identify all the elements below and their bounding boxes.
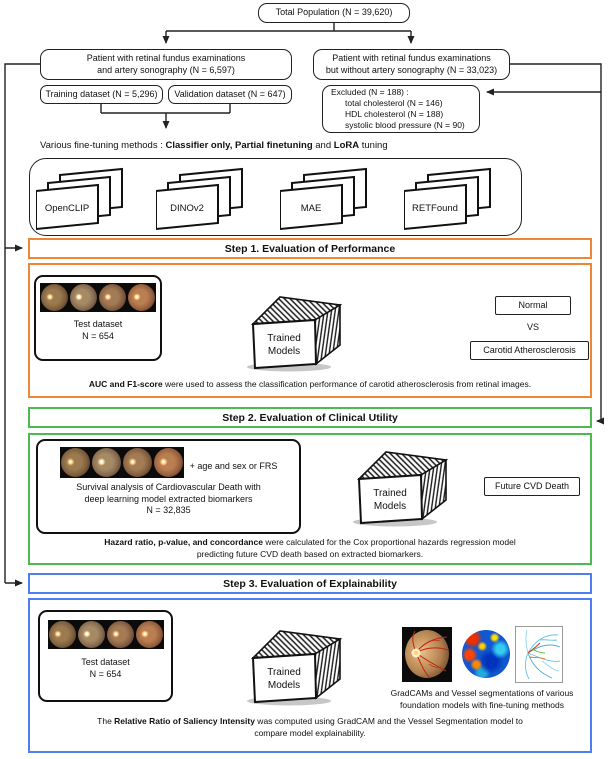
survival-analysis-count: N = 32,835 bbox=[146, 505, 191, 516]
step3-caption-line2: compare model explainability. bbox=[254, 727, 366, 738]
step3-outputs-caption bbox=[372, 688, 592, 712]
model-label: RETFound bbox=[412, 203, 458, 214]
survival-analysis-line2: deep learning model extracted biomarkers bbox=[84, 493, 253, 504]
finetuning-prefix: Various fine-tuning methods : bbox=[40, 140, 166, 151]
step1-caption-bold: AUC and F1-score bbox=[88, 379, 163, 389]
vessel-segmentation-image bbox=[516, 627, 562, 682]
trained-models-label: Models bbox=[267, 346, 301, 357]
excluded-item: HDL cholesterol (N = 188) bbox=[345, 109, 444, 119]
total-population-box bbox=[258, 3, 410, 23]
validation-dataset-box bbox=[168, 85, 292, 104]
total-population-label: Total Population (N = 39,620) bbox=[275, 7, 393, 18]
test-dataset-count: N = 654 bbox=[89, 669, 122, 680]
step2-caption-line2: predicting future CVD death based on extracted biomarkers. bbox=[196, 548, 424, 559]
fundus-image bbox=[48, 620, 77, 649]
excluded-item: systolic blood pressure (N = 90) bbox=[345, 120, 465, 131]
training-dataset-box bbox=[40, 85, 163, 104]
excluded-item: total cholesterol (N = 146) bbox=[345, 97, 443, 108]
trained-models-stack bbox=[349, 442, 449, 527]
step2-caption-rest: were calculated for the Cox proportional hazards regression model bbox=[262, 537, 516, 547]
fundus-image-strip bbox=[48, 620, 164, 649]
gradcam-fundus-image bbox=[402, 627, 452, 682]
model-label: DINOv2 bbox=[170, 203, 204, 214]
step1-test-dataset-box bbox=[34, 275, 162, 361]
with-sonography-line1: Patient with retinal fundus examinations bbox=[86, 52, 246, 63]
trained-models-label: Trained bbox=[267, 333, 301, 344]
finetuning-suffix: tuning bbox=[359, 140, 388, 151]
trained-models-label: Trained bbox=[267, 667, 301, 678]
outputs-caption-line1: GradCAMs and Vessel segmentations of various bbox=[390, 688, 574, 698]
trained-models-stack bbox=[243, 621, 343, 706]
model-stack-retfound bbox=[404, 167, 500, 233]
with-sonography-box bbox=[40, 49, 292, 80]
step2-caption bbox=[34, 537, 586, 561]
validation-dataset-label: Validation dataset (N = 647) bbox=[174, 88, 286, 99]
normal-class-box bbox=[495, 296, 571, 315]
step1-caption bbox=[34, 379, 586, 391]
model-label: OpenCLIP bbox=[44, 203, 90, 214]
training-dataset-label: Training dataset (N = 5,296) bbox=[45, 88, 158, 99]
vs-text: VS bbox=[526, 322, 539, 332]
step2-title-box bbox=[28, 407, 592, 428]
fundus-image bbox=[127, 283, 156, 312]
step3-title: Step 3. Evaluation of Explainability bbox=[223, 577, 397, 590]
step3-caption bbox=[34, 716, 586, 740]
step2-title: Step 2. Evaluation of Clinical Utility bbox=[222, 411, 398, 424]
finetuning-mid: and bbox=[312, 140, 334, 151]
finetuning-methods-text bbox=[40, 140, 388, 151]
step1-title: Step 1. Evaluation of Performance bbox=[224, 242, 396, 255]
finetuning-bold2: LoRA bbox=[333, 140, 360, 151]
model-stack-dinov2 bbox=[156, 167, 252, 233]
model-stack-mae bbox=[280, 167, 376, 233]
fundus-image-strip bbox=[40, 283, 156, 312]
fundus-image bbox=[60, 447, 91, 478]
fundus-image bbox=[77, 620, 106, 649]
test-dataset-label: Test dataset bbox=[81, 657, 130, 667]
covariates-label: + age and sex or FRS bbox=[189, 460, 278, 471]
fundus-image bbox=[91, 447, 122, 478]
fundus-image bbox=[69, 283, 98, 312]
future-cvd-death-box bbox=[484, 477, 580, 496]
fundus-image bbox=[98, 283, 127, 312]
step3-title-box bbox=[28, 573, 592, 594]
survival-analysis-line1: Survival analysis of Cardiovascular Death with bbox=[76, 482, 261, 492]
gradcam-heatmap-image bbox=[462, 630, 510, 678]
model-stack-openclip bbox=[36, 167, 132, 233]
excluded-title: Excluded (N = 188) : bbox=[331, 86, 409, 97]
vs-label bbox=[495, 322, 571, 332]
step3-caption-bold: Relative Ratio of Saliency Intensity bbox=[114, 716, 255, 726]
fundus-image bbox=[40, 283, 69, 312]
excluded-box bbox=[322, 85, 480, 133]
trained-models-stack bbox=[243, 287, 343, 372]
step3-caption-pre: The bbox=[97, 716, 115, 726]
fundus-image bbox=[153, 447, 184, 478]
fundus-image bbox=[135, 620, 164, 649]
carotid-label: Carotid Atherosclerosis bbox=[483, 344, 576, 355]
trained-models-label: Models bbox=[267, 680, 301, 691]
step2-survival-box bbox=[36, 439, 301, 534]
step1-caption-rest: were used to assess the classification performance of carotid atherosclerosis from retinal images. bbox=[162, 379, 532, 389]
step3-caption-rest: was computed using GradCAM and the Vessel Segmentation model to bbox=[254, 716, 523, 726]
normal-label: Normal bbox=[518, 299, 548, 310]
carotid-class-box bbox=[470, 341, 589, 360]
model-label: MAE bbox=[300, 203, 322, 214]
step2-caption-bold: Hazard ratio, p-value, and concordance bbox=[104, 537, 263, 547]
future-cvd-death-label: Future CVD Death bbox=[494, 480, 570, 491]
test-dataset-count: N = 654 bbox=[82, 331, 114, 342]
trained-models-label: Models bbox=[373, 501, 407, 512]
fundus-image bbox=[106, 620, 135, 649]
trained-models-label: Trained bbox=[373, 488, 407, 499]
without-sonography-line1: Patient with retinal fundus examinations bbox=[332, 52, 491, 63]
fundus-image bbox=[122, 447, 153, 478]
without-sonography-line2: but without artery sonography (N = 33,023) bbox=[325, 64, 498, 75]
without-sonography-box bbox=[313, 49, 510, 80]
with-sonography-line2: and artery sonography (N = 6,597) bbox=[97, 64, 235, 75]
step1-title-box bbox=[28, 238, 592, 259]
test-dataset-label: Test dataset bbox=[73, 319, 123, 329]
fundus-image-strip bbox=[60, 447, 184, 478]
step3-test-dataset-box bbox=[38, 610, 173, 702]
outputs-caption-line2: foundation models with fine-tuning methods bbox=[400, 699, 564, 710]
finetuning-bold1: Classifier only, Partial finetuning bbox=[165, 140, 313, 151]
